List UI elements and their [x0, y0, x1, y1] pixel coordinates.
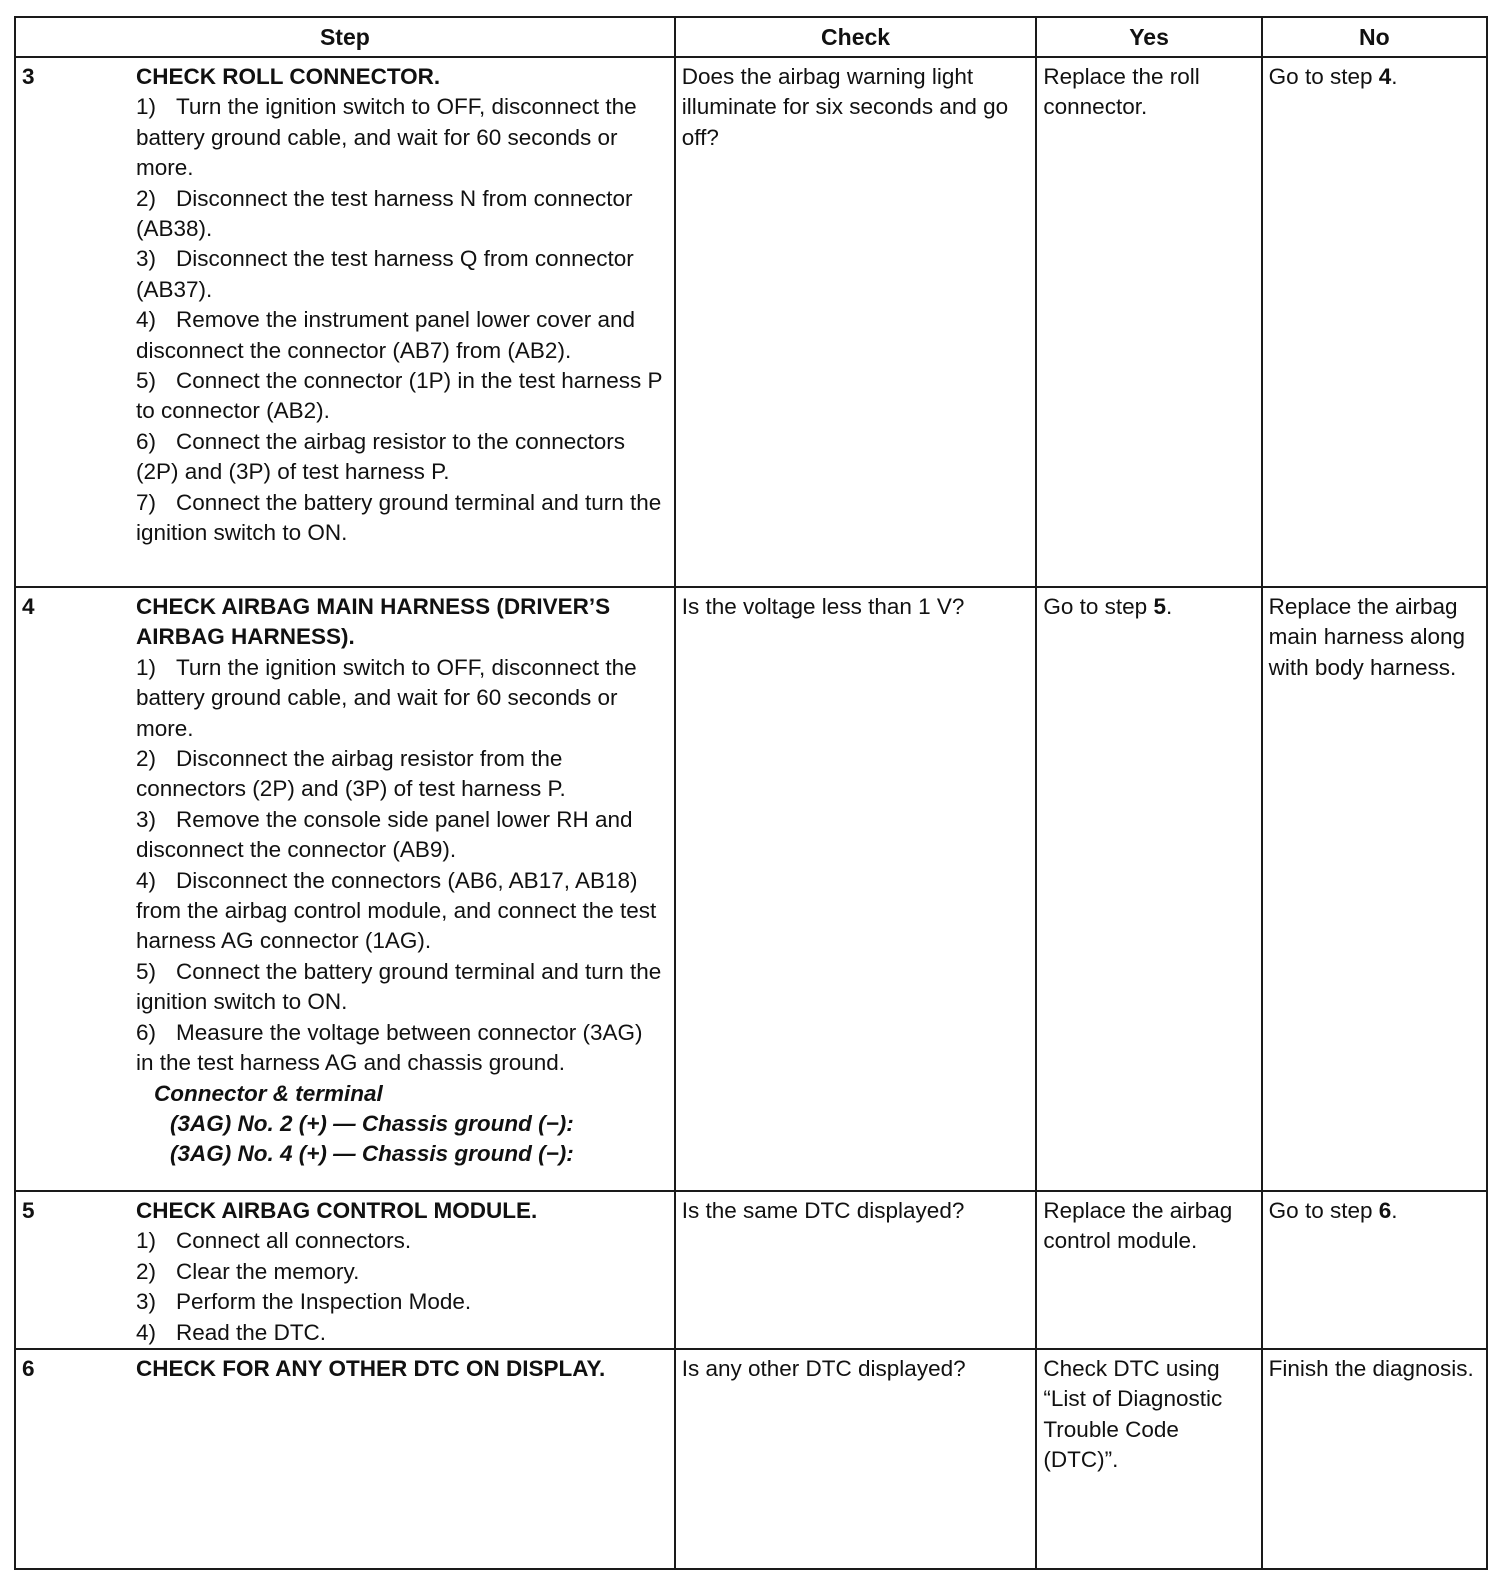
list-item: 1) Connect all connectors. — [136, 1228, 412, 1254]
table-row-step-4 — [15, 587, 1487, 1191]
check-cell — [675, 587, 1037, 1191]
list-item: 1) Turn the ignition switch to OFF, disconnect the battery ground cable, and wait for 60 seconds or more. — [136, 654, 637, 741]
header-row — [15, 17, 1487, 57]
yes-text: Go to step 5. — [1043, 594, 1173, 619]
list-item: 4) Read the DTC. — [136, 1319, 327, 1345]
list-item: 3) Disconnect the test harness Q from connector (AB37). — [136, 246, 634, 302]
yes-text: Replace the airbag control module. — [1043, 1198, 1233, 1254]
check-text: Is the voltage less than 1 V? — [681, 594, 965, 619]
no-text: Finish the diagnosis. — [1268, 1356, 1474, 1382]
step-title: CHECK AIRBAG MAIN HARNESS (DRIVER’S AIRBAG HARNESS). — [136, 594, 611, 650]
list-item: 4) Remove the instrument panel lower cover and disconnect the connector (AB7) from (AB2). — [136, 307, 635, 363]
no-cell — [1262, 1191, 1487, 1349]
header-yes: Yes — [1036, 17, 1261, 57]
step-number: 5 — [22, 1198, 35, 1223]
list-item: 6) Connect the airbag resistor to the connectors (2P) and (3P) of test harness P. — [136, 428, 626, 485]
spec-line: (3AG) No. 4 (+) — Chassis ground (−): — [170, 1141, 574, 1167]
list-item: 3) Remove the console side panel lower RH and disconnect the connector (AB9). — [136, 806, 633, 863]
yes-cell — [1036, 587, 1261, 1191]
list-item: 3) Perform the Inspection Mode. — [136, 1289, 472, 1315]
step-cell — [15, 1349, 675, 1569]
no-cell — [1262, 1349, 1487, 1569]
yes-text: Check DTC using “List of Diagnostic Trouble Code (DTC)”. — [1043, 1356, 1223, 1473]
list-item: 6) Measure the voltage between connector (3AG) in the test harness AG and chassis ground. — [136, 1019, 643, 1076]
yes-cell — [1036, 1191, 1261, 1349]
header-no: No — [1262, 17, 1487, 57]
check-cell — [675, 1349, 1037, 1569]
step-cell — [15, 587, 675, 1191]
yes-cell — [1036, 57, 1261, 587]
spec-heading: Connector & terminal — [154, 1080, 383, 1106]
check-text: Does the airbag warning light illuminate for six seconds and go off? — [681, 64, 1009, 150]
spec-line: (3AG) No. 2 (+) — Chassis ground (−): — [170, 1110, 574, 1136]
list-item: 5) Connect the battery ground terminal and turn the ignition switch to ON. — [136, 958, 662, 1015]
list-item: 7) Connect the battery ground terminal and turn the ignition switch to ON. — [136, 489, 662, 546]
no-cell — [1262, 587, 1487, 1191]
list-item: 2) Disconnect the test harness N from connector (AB38). — [136, 185, 633, 242]
no-text: Go to step 6. — [1268, 1198, 1398, 1223]
no-text: Go to step 4. — [1268, 64, 1398, 89]
step-number: 3 — [22, 64, 35, 89]
yes-cell — [1036, 1349, 1261, 1569]
check-cell — [675, 1191, 1037, 1349]
step-table — [14, 16, 1488, 1570]
check-text: Is the same DTC displayed? — [681, 1198, 965, 1223]
step-cell — [15, 57, 675, 587]
no-cell — [1262, 57, 1487, 587]
no-text: Replace the airbag main harness along with body harness. — [1268, 594, 1466, 680]
step-title: CHECK AIRBAG CONTROL MODULE. — [136, 1198, 538, 1223]
step-number: 6 — [22, 1356, 35, 1382]
list-item: 2) Clear the memory. — [136, 1258, 360, 1284]
table-row-step-5 — [15, 1191, 1487, 1349]
diagnostic-procedure-table — [14, 16, 1488, 1581]
step-cell — [15, 1191, 675, 1349]
step-title: CHECK FOR ANY OTHER DTC ON DISPLAY. — [136, 1356, 606, 1382]
header-check: Check — [675, 17, 1037, 57]
list-item: 1) Turn the ignition switch to OFF, disconnect the battery ground cable, and wait for 60 seconds or more. — [136, 94, 637, 181]
check-text: Is any other DTC displayed? — [681, 1356, 966, 1382]
header-step: Step — [15, 17, 675, 57]
list-item: 2) Disconnect the airbag resistor from the connectors (2P) and (3P) of test harness P. — [136, 746, 566, 802]
step-number: 4 — [22, 594, 35, 619]
check-cell — [675, 57, 1037, 587]
table-row-step-3 — [15, 57, 1487, 587]
yes-text: Replace the roll connector. — [1043, 64, 1200, 120]
list-item: 4) Disconnect the connectors (AB6, AB17, AB18) from the airbag control module, and connect the test harness AG connector (1AG). — [136, 867, 657, 954]
step-title: CHECK ROLL CONNECTOR. — [136, 64, 441, 89]
list-item: 5) Connect the connector (1P) in the test harness P to connector (AB2). — [136, 368, 663, 424]
table-row-step-6 — [15, 1349, 1487, 1569]
